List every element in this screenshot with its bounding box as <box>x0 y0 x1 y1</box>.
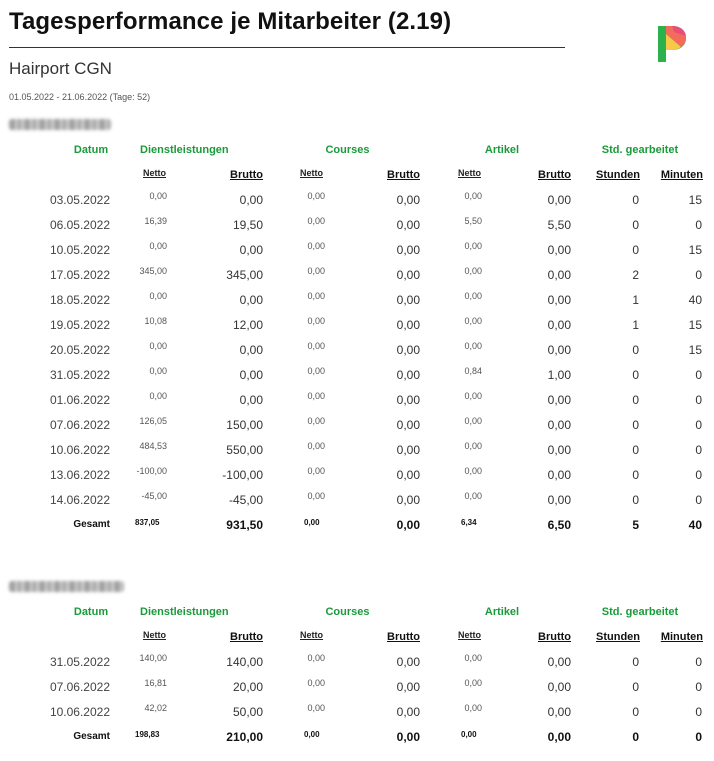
row-netto-value: 16,39 <box>144 216 167 226</box>
row-brutto-value: 0,00 <box>547 343 571 357</box>
row-brutto-value: 0,00 <box>547 268 571 282</box>
column-group-header: Artikel <box>484 606 520 618</box>
row-hours-value: 0 <box>632 243 639 257</box>
row-brutto-value: 0,00 <box>396 705 420 719</box>
row-hours-value: 0 <box>632 468 639 482</box>
row-hours-value: 0 <box>632 368 639 382</box>
column-group-header: Datum <box>73 606 109 618</box>
row-date: 10.05.2022 <box>49 243 110 257</box>
row-brutto-value: 0,00 <box>547 293 571 307</box>
row-brutto-value: 19,50 <box>232 218 263 232</box>
row-minutes-value: 15 <box>688 243 702 257</box>
employee-name-redacted <box>9 581 124 592</box>
row-brutto-value: 0,00 <box>396 218 420 232</box>
row-hours-value: 0 <box>632 493 639 507</box>
row-netto-value: 0,00 <box>149 391 167 401</box>
column-group-header: Std. gearbeitet <box>601 144 679 156</box>
row-brutto-value: 0,00 <box>396 318 420 332</box>
row-minutes-value: 0 <box>695 655 702 669</box>
row-brutto-value: 0,00 <box>396 393 420 407</box>
row-date: 10.06.2022 <box>49 443 110 457</box>
row-brutto-value: 5,50 <box>547 218 571 232</box>
row-brutto-value: -45,00 <box>228 493 263 507</box>
row-netto-value: 0,00 <box>464 391 482 401</box>
row-brutto-value: 0,00 <box>396 655 420 669</box>
row-netto-value: 0,00 <box>149 241 167 251</box>
row-netto-value: 42,02 <box>144 703 167 713</box>
brutto-subheader: Brutto <box>230 631 263 643</box>
total-brutto-value: 931,50 <box>226 518 263 532</box>
column-group-header: Dienstleistungen <box>140 606 229 618</box>
total-brutto-value: 0,00 <box>396 518 420 532</box>
row-hours-value: 2 <box>632 268 639 282</box>
row-date: 06.05.2022 <box>49 218 110 232</box>
row-netto-value: -45,00 <box>141 491 167 501</box>
row-date: 13.06.2022 <box>49 468 110 482</box>
row-minutes-value: 0 <box>695 493 702 507</box>
row-netto-value: 0,00 <box>307 241 325 251</box>
row-minutes-value: 0 <box>695 418 702 432</box>
total-minutes-value: 40 <box>688 518 702 532</box>
report-title: Tagesperformance je Mitarbeiter (2.19) <box>9 8 452 35</box>
row-hours-value: 0 <box>632 393 639 407</box>
total-netto-value: 198,83 <box>135 730 160 739</box>
column-group-header: Courses <box>325 606 370 618</box>
row-minutes-value: 15 <box>688 343 702 357</box>
row-brutto-value: 0,00 <box>239 243 263 257</box>
total-brutto-value: 0,00 <box>547 730 571 744</box>
row-minutes-value: 0 <box>695 680 702 694</box>
row-date: 19.05.2022 <box>49 318 110 332</box>
row-brutto-value: 0,00 <box>239 193 263 207</box>
row-hours-value: 0 <box>632 218 639 232</box>
row-netto-value: 0,00 <box>149 191 167 201</box>
row-brutto-value: 140,00 <box>226 655 263 669</box>
total-netto-value: 0,00 <box>304 518 320 527</box>
brutto-subheader: Brutto <box>538 169 571 181</box>
row-netto-value: 0,00 <box>307 366 325 376</box>
row-minutes-value: 0 <box>695 468 702 482</box>
brand-logo-icon <box>650 22 690 66</box>
netto-subheader: Netto <box>458 630 481 640</box>
total-hours-value: 0 <box>632 730 639 744</box>
row-minutes-value: 15 <box>688 318 702 332</box>
row-netto-value: 0,00 <box>464 678 482 688</box>
row-brutto-value: 0,00 <box>396 493 420 507</box>
row-netto-value: 0,00 <box>149 341 167 351</box>
row-brutto-value: 0,00 <box>396 443 420 457</box>
report-date-range: 01.05.2022 - 21.06.2022 (Tage: 52) <box>9 92 151 102</box>
column-group-header: Std. gearbeitet <box>601 606 679 618</box>
row-netto-value: 0,00 <box>464 441 482 451</box>
row-netto-value: 0,84 <box>464 366 482 376</box>
row-brutto-value: 0,00 <box>547 655 571 669</box>
report-subtitle: Hairport CGN <box>9 59 112 78</box>
row-date: 31.05.2022 <box>49 655 110 669</box>
row-brutto-value: 550,00 <box>226 443 263 457</box>
row-netto-value: 0,00 <box>307 391 325 401</box>
row-netto-value: 345,00 <box>139 266 167 276</box>
row-brutto-value: 12,00 <box>232 318 263 332</box>
brutto-subheader: Brutto <box>387 169 420 181</box>
row-date: 31.05.2022 <box>49 368 110 382</box>
stunden-subheader: Stunden <box>596 169 640 181</box>
total-brutto-value: 0,00 <box>396 730 420 744</box>
row-netto-value: 0,00 <box>149 366 167 376</box>
row-brutto-value: 0,00 <box>547 680 571 694</box>
minuten-subheader: Minuten <box>660 631 703 643</box>
row-brutto-value: 345,00 <box>226 268 263 282</box>
row-netto-value: 0,00 <box>307 316 325 326</box>
row-brutto-value: 0,00 <box>547 318 571 332</box>
row-brutto-value: 0,00 <box>239 343 263 357</box>
row-netto-value: 0,00 <box>464 341 482 351</box>
column-group-header: Courses <box>325 144 370 156</box>
row-brutto-value: 150,00 <box>226 418 263 432</box>
row-netto-value: 0,00 <box>464 266 482 276</box>
stunden-subheader: Stunden <box>596 631 640 643</box>
row-netto-value: 0,00 <box>307 466 325 476</box>
row-netto-value: 16,81 <box>144 678 167 688</box>
total-label: Gesamt <box>73 731 110 742</box>
row-netto-value: 0,00 <box>149 291 167 301</box>
row-minutes-value: 0 <box>695 268 702 282</box>
row-netto-value: 0,00 <box>307 266 325 276</box>
row-netto-value: -100,00 <box>136 466 167 476</box>
row-netto-value: 0,00 <box>464 291 482 301</box>
row-hours-value: 0 <box>632 705 639 719</box>
row-minutes-value: 0 <box>695 368 702 382</box>
row-netto-value: 0,00 <box>464 466 482 476</box>
row-hours-value: 0 <box>632 655 639 669</box>
row-brutto-value: 0,00 <box>396 680 420 694</box>
row-netto-value: 0,00 <box>307 703 325 713</box>
row-date: 01.06.2022 <box>49 393 110 407</box>
row-brutto-value: 0,00 <box>239 293 263 307</box>
row-minutes-value: 0 <box>695 393 702 407</box>
column-group-header: Dienstleistungen <box>140 144 229 156</box>
row-brutto-value: 50,00 <box>232 705 263 719</box>
row-brutto-value: 0,00 <box>396 368 420 382</box>
total-netto-value: 837,05 <box>135 518 160 527</box>
total-minutes-value: 0 <box>695 730 702 744</box>
brutto-subheader: Brutto <box>387 631 420 643</box>
row-brutto-value: 0,00 <box>547 705 571 719</box>
row-brutto-value: 20,00 <box>232 680 263 694</box>
row-netto-value: 140,00 <box>139 653 167 663</box>
row-date: 14.06.2022 <box>49 493 110 507</box>
row-netto-value: 5,50 <box>464 216 482 226</box>
total-netto-value: 6,34 <box>461 518 477 527</box>
row-date: 18.05.2022 <box>49 293 110 307</box>
row-minutes-value: 0 <box>695 443 702 457</box>
row-brutto-value: 0,00 <box>547 243 571 257</box>
row-brutto-value: 0,00 <box>396 418 420 432</box>
total-brutto-value: 6,50 <box>547 518 571 532</box>
row-hours-value: 0 <box>632 680 639 694</box>
row-netto-value: 0,00 <box>464 703 482 713</box>
total-netto-value: 0,00 <box>304 730 320 739</box>
row-brutto-value: 0,00 <box>547 493 571 507</box>
row-hours-value: 0 <box>632 443 639 457</box>
row-brutto-value: 1,00 <box>547 368 571 382</box>
row-netto-value: 0,00 <box>464 491 482 501</box>
row-netto-value: 0,00 <box>307 416 325 426</box>
row-date: 10.06.2022 <box>49 705 110 719</box>
row-netto-value: 0,00 <box>307 491 325 501</box>
row-minutes-value: 15 <box>688 193 702 207</box>
column-group-header: Datum <box>73 144 109 156</box>
title-divider <box>9 47 565 48</box>
row-brutto-value: 0,00 <box>239 368 263 382</box>
row-netto-value: 0,00 <box>464 416 482 426</box>
column-group-header: Artikel <box>484 144 520 156</box>
row-date: 07.06.2022 <box>49 680 110 694</box>
row-netto-value: 126,05 <box>139 416 167 426</box>
row-hours-value: 0 <box>632 418 639 432</box>
row-netto-value: 0,00 <box>307 291 325 301</box>
row-netto-value: 0,00 <box>464 316 482 326</box>
row-netto-value: 0,00 <box>307 678 325 688</box>
row-date: 03.05.2022 <box>49 193 110 207</box>
total-netto-value: 0,00 <box>461 730 477 739</box>
netto-subheader: Netto <box>458 168 481 178</box>
row-brutto-value: 0,00 <box>396 268 420 282</box>
row-date: 17.05.2022 <box>49 268 110 282</box>
brutto-subheader: Brutto <box>538 631 571 643</box>
row-hours-value: 0 <box>632 343 639 357</box>
row-netto-value: 0,00 <box>464 191 482 201</box>
netto-subheader: Netto <box>300 630 323 640</box>
total-hours-value: 5 <box>632 518 639 532</box>
row-minutes-value: 40 <box>688 293 702 307</box>
netto-subheader: Netto <box>143 630 166 640</box>
row-brutto-value: 0,00 <box>396 193 420 207</box>
row-brutto-value: 0,00 <box>547 443 571 457</box>
row-hours-value: 1 <box>632 318 639 332</box>
row-netto-value: 0,00 <box>307 191 325 201</box>
row-brutto-value: 0,00 <box>239 393 263 407</box>
row-brutto-value: 0,00 <box>396 468 420 482</box>
netto-subheader: Netto <box>300 168 323 178</box>
row-brutto-value: 0,00 <box>547 393 571 407</box>
row-hours-value: 0 <box>632 193 639 207</box>
brutto-subheader: Brutto <box>230 169 263 181</box>
row-netto-value: 0,00 <box>464 653 482 663</box>
row-netto-value: 0,00 <box>307 341 325 351</box>
row-netto-value: 0,00 <box>307 441 325 451</box>
employee-name-redacted <box>9 119 111 130</box>
netto-subheader: Netto <box>143 168 166 178</box>
row-netto-value: 0,00 <box>307 216 325 226</box>
minuten-subheader: Minuten <box>660 169 703 181</box>
row-hours-value: 1 <box>632 293 639 307</box>
row-brutto-value: 0,00 <box>396 243 420 257</box>
row-brutto-value: 0,00 <box>547 468 571 482</box>
row-brutto-value: -100,00 <box>222 468 263 482</box>
row-netto-value: 0,00 <box>464 241 482 251</box>
row-brutto-value: 0,00 <box>547 418 571 432</box>
row-netto-value: 0,00 <box>307 653 325 663</box>
total-brutto-value: 210,00 <box>226 730 263 744</box>
row-minutes-value: 0 <box>695 218 702 232</box>
row-date: 20.05.2022 <box>49 343 110 357</box>
row-date: 07.06.2022 <box>49 418 110 432</box>
row-brutto-value: 0,00 <box>396 343 420 357</box>
row-minutes-value: 0 <box>695 705 702 719</box>
row-netto-value: 10,08 <box>144 316 167 326</box>
total-label: Gesamt <box>73 519 110 530</box>
row-brutto-value: 0,00 <box>396 293 420 307</box>
row-brutto-value: 0,00 <box>547 193 571 207</box>
row-netto-value: 484,53 <box>139 441 167 451</box>
